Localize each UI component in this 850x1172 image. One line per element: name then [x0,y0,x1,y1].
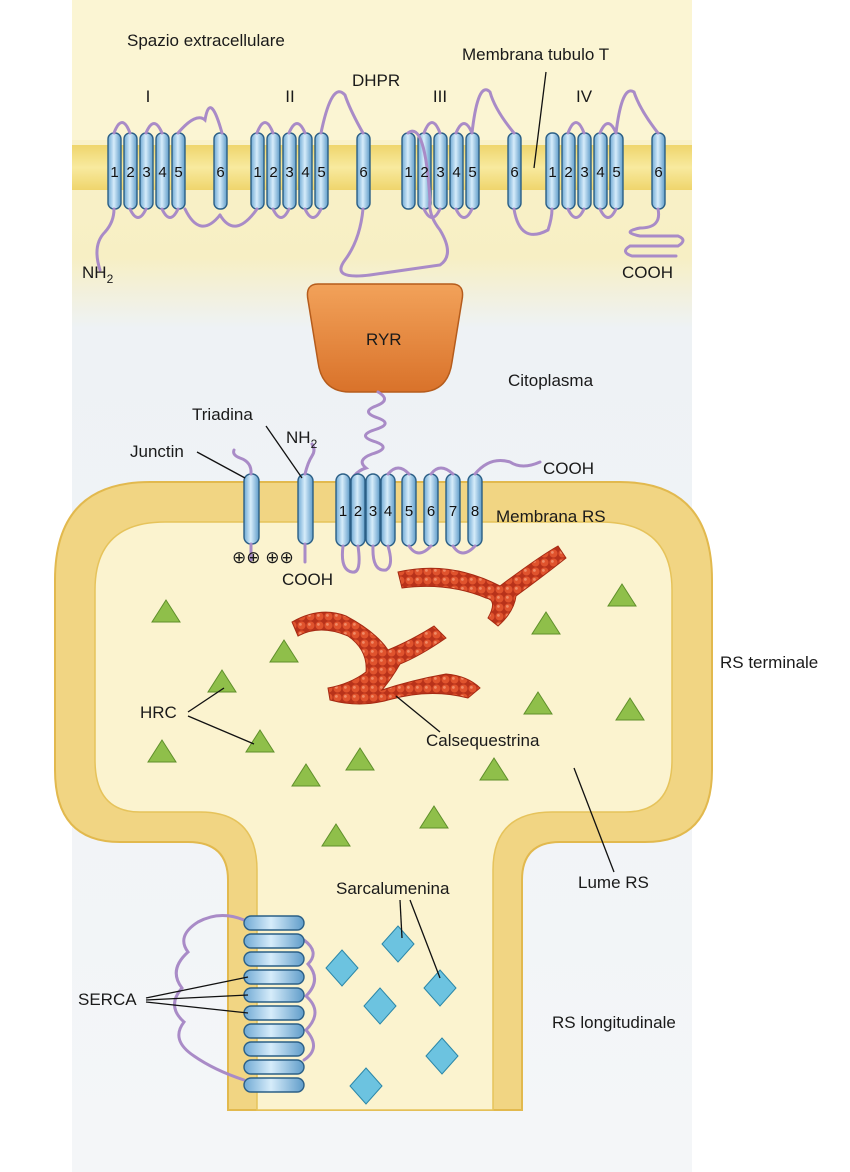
dhpr-segment-number: 6 [216,164,225,181]
domain-label-4: IV [575,87,593,106]
label-calsequestrina: Calsequestrina [426,731,540,750]
ryr-segment-number: 1 [338,503,348,520]
label-ryr: RYR [366,330,402,349]
dhpr-segment-number: 1 [253,164,262,181]
ryr-segment-number: 2 [353,503,363,520]
dhpr-segment-number: 4 [301,164,310,181]
dhpr-segment-number: 1 [548,164,557,181]
dhpr-segment-number: 6 [510,164,519,181]
label-triadin-cooh: COOH [282,570,333,589]
label-t-tubule-membrane: Membrana tubulo T [462,45,610,64]
dhpr-segment-number: 2 [420,164,429,181]
dhpr-segment-number: 4 [596,164,605,181]
domain-label-1: I [145,87,151,106]
label-lume-rs: Lume RS [578,873,649,892]
label-membrana-rs: Membrana RS [496,507,606,526]
ryr-segment-number: 6 [426,503,436,520]
dhpr-segment-number: 5 [612,164,621,181]
label-dhpr-nh2: $NH_2$ [82,263,114,286]
dhpr-segment-number: 4 [452,164,461,181]
dhpr-segment-number: 1 [404,164,413,181]
dhpr-segment-number: 3 [580,164,589,181]
dhpr-segment-number: 2 [126,164,135,181]
label-extracellular-space: Spazio extracellulare [127,31,285,50]
label-citoplasma: Citoplasma [508,371,594,390]
label-plus-charges: ⊕⊕ ⊕⊕ [232,548,294,567]
dhpr-segment-number: 5 [317,164,326,181]
label-triadin-nh2: $NH_2$ [286,428,318,451]
domain-label-3: III [432,87,448,106]
ryr-segment-number: 7 [448,503,458,520]
label-sarcalumenina: Sarcalumenina [336,879,450,898]
dhpr-segment-number: 5 [468,164,477,181]
label-dhpr-cooh: COOH [622,263,673,282]
dhpr-segment-number: 1 [110,164,119,181]
dhpr-segment-number: 3 [142,164,151,181]
label-ryr-cooh: COOH [543,459,594,478]
ryr-segment-number: 3 [368,503,378,520]
dhpr-segment-number: 5 [174,164,183,181]
label-rs-longitudinale: RS longitudinale [552,1013,676,1032]
dhpr-segment-number: 6 [359,164,368,181]
dhpr-segment-number: 3 [436,164,445,181]
dhpr-segment-number: 2 [269,164,278,181]
dhpr-segment-number: 3 [285,164,294,181]
domain-label-2: II [285,87,295,106]
label-triadina: Triadina [192,405,253,424]
label-dhpr: DHPR [352,71,401,90]
ryr-segment-number: 5 [404,503,414,520]
label-junctin: Junctin [130,442,184,461]
label-rs-terminale: RS terminale [720,653,819,672]
dhpr-segment-number: 2 [564,164,573,181]
extracellular-space [72,0,692,140]
junctin-helix [244,474,259,544]
ryr-segment-number: 8 [470,503,480,520]
dhpr-segment-number: 4 [158,164,167,181]
ryr-segment-number: 4 [383,503,393,520]
triadin-helix [298,474,313,544]
dhpr-segment-number: 6 [654,164,663,181]
label-hrc: HRC [140,703,177,722]
label-serca: SERCA [78,990,137,1009]
